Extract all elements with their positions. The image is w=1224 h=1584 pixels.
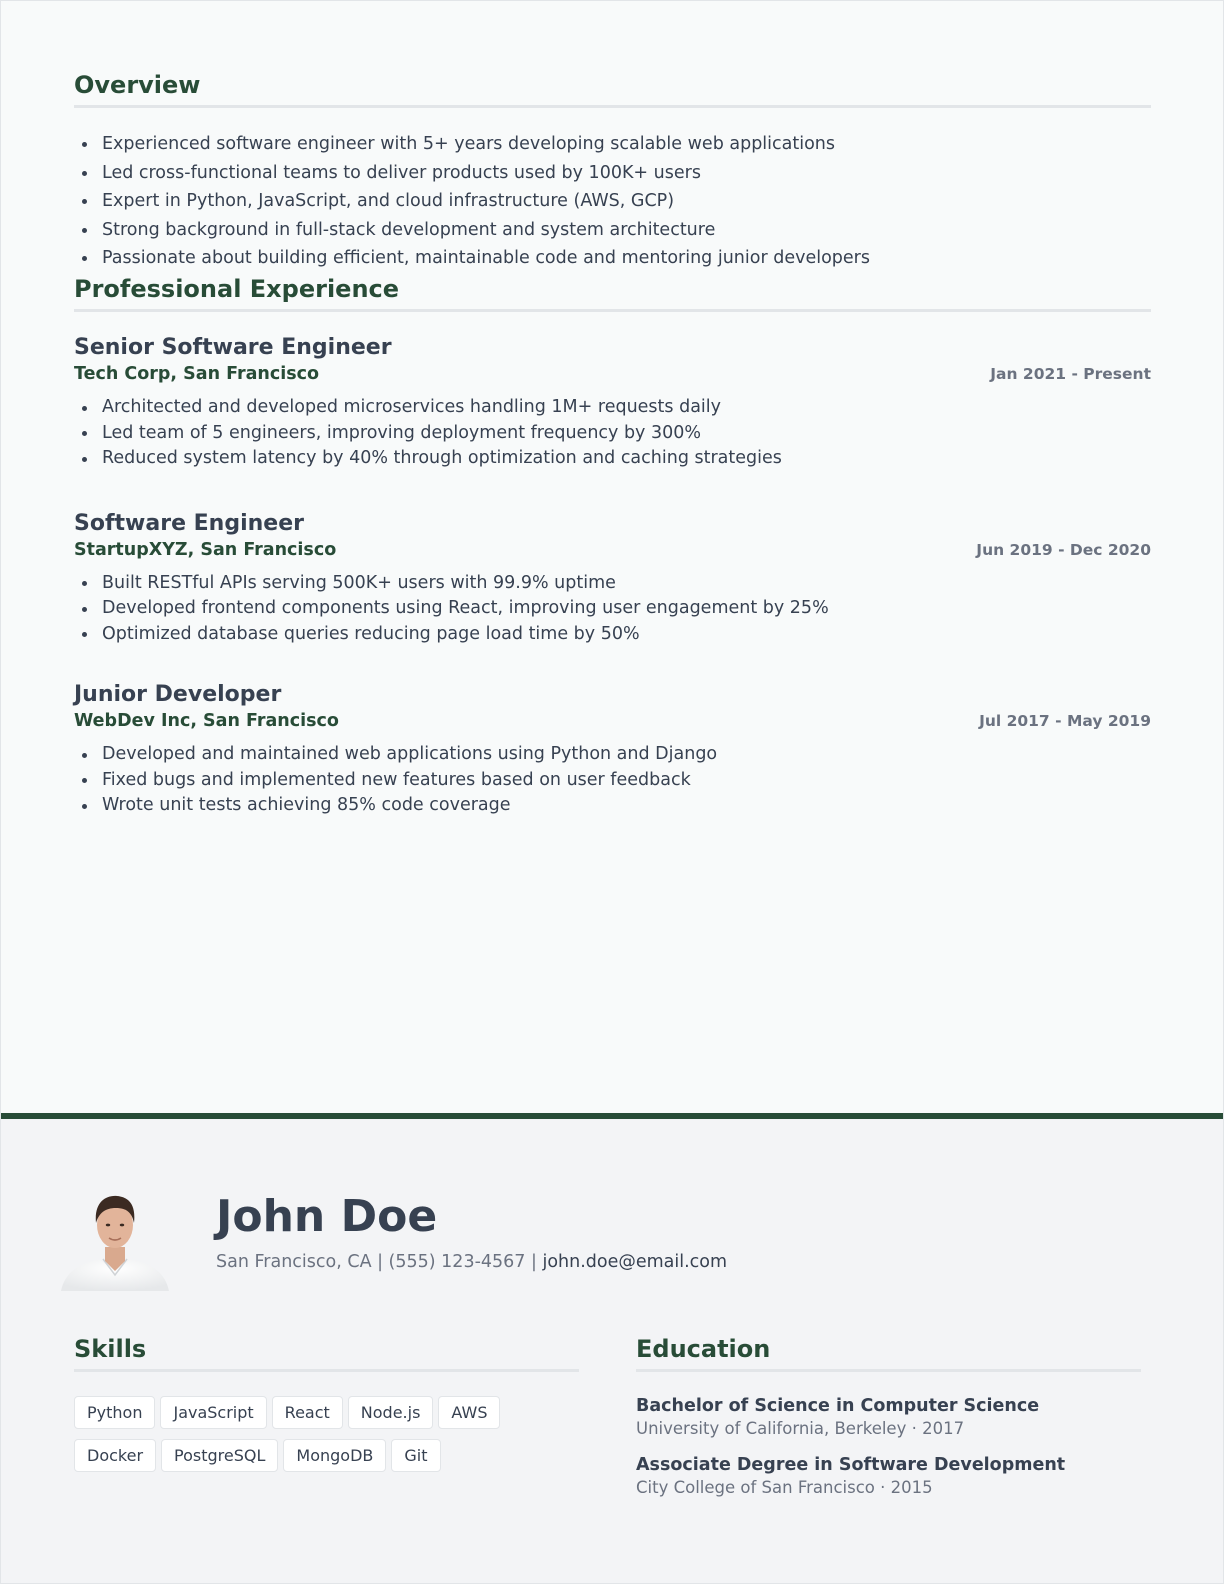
email-link[interactable]: john.doe@email.com bbox=[542, 1252, 728, 1272]
education-heading: Education bbox=[636, 1335, 1141, 1372]
overview-item: Led cross-functional teams to deliver products used by 100K+ users bbox=[102, 159, 1151, 188]
overview-section bbox=[74, 71, 1151, 273]
education-school: University of California, Berkeley · 2017 bbox=[636, 1419, 965, 1438]
job-meta bbox=[74, 538, 1151, 562]
overview-item: Strong background in full-stack development and system architecture bbox=[102, 216, 1151, 245]
education-degree: Associate Degree in Software Development bbox=[636, 1455, 1066, 1475]
job-title: Software Engineer bbox=[74, 510, 304, 536]
skill-chip: Git bbox=[391, 1439, 440, 1472]
job-meta bbox=[74, 362, 1151, 386]
job-entry bbox=[74, 334, 1151, 472]
experience-heading: Professional Experience bbox=[74, 275, 1151, 312]
job-company: WebDev Inc, San Francisco bbox=[74, 711, 339, 731]
education-section bbox=[636, 1335, 1141, 1499]
job-bullet: Reduced system latency by 40% through optimization and caching strategies bbox=[102, 446, 1151, 472]
skill-chip: React bbox=[272, 1396, 343, 1429]
education-degree: Bachelor of Science in Computer Science bbox=[636, 1396, 1040, 1416]
skill-chip: JavaScript bbox=[160, 1396, 266, 1429]
skill-chip: Node.js bbox=[348, 1396, 434, 1429]
job-bullet: Fixed bugs and implemented new features based on user feedback bbox=[102, 768, 1151, 794]
experience-section bbox=[74, 275, 1151, 819]
job-bullets bbox=[74, 395, 1151, 472]
job-bullet: Architected and developed microservices handling 1M+ requests daily bbox=[102, 395, 1151, 421]
job-entry bbox=[74, 510, 1151, 648]
job-title: Junior Developer bbox=[74, 682, 282, 707]
job-bullet: Built RESTful APIs serving 500K+ users with 99.9% uptime bbox=[102, 571, 1151, 597]
skill-chip: Docker bbox=[74, 1439, 156, 1472]
skill-chip: Python bbox=[74, 1396, 155, 1429]
job-bullet: Developed and maintained web applications using Python and Django bbox=[102, 742, 1151, 768]
overview-heading: Overview bbox=[74, 71, 1151, 108]
job-bullets bbox=[74, 571, 1151, 648]
education-school: City College of San Francisco · 2015 bbox=[636, 1478, 933, 1497]
skills-list bbox=[74, 1396, 579, 1482]
job-title: Senior Software Engineer bbox=[74, 335, 392, 360]
candidate-name: John Doe bbox=[216, 1191, 438, 1242]
job-company: Tech Corp, San Francisco bbox=[74, 364, 320, 384]
job-dates: Jan 2021 - Present bbox=[990, 365, 1151, 383]
skill-chip: PostgreSQL bbox=[161, 1439, 278, 1472]
job-bullet: Optimized database queries reducing page load time by 50% bbox=[102, 622, 1151, 648]
skills-heading: Skills bbox=[74, 1335, 579, 1372]
skill-chip: MongoDB bbox=[283, 1439, 386, 1472]
overview-item: Experienced software engineer with 5+ years developing scalable web applications bbox=[102, 130, 1151, 159]
job-bullet: Developed frontend components using React, improving user engagement by 25% bbox=[102, 596, 1151, 622]
avatar bbox=[59, 1189, 171, 1291]
resume-footer-section bbox=[1, 1119, 1223, 1583]
job-dates: Jun 2019 - Dec 2020 bbox=[976, 540, 1151, 559]
job-entry bbox=[74, 681, 1151, 819]
job-company: StartupXYZ, San Francisco bbox=[74, 539, 337, 560]
resume-main-section bbox=[1, 1, 1223, 1125]
skills-section bbox=[74, 1335, 579, 1482]
contact-info bbox=[216, 1250, 727, 1274]
overview-item: Expert in Python, JavaScript, and cloud infrastructure (AWS, GCP) bbox=[102, 187, 1151, 216]
job-dates: Jul 2017 - May 2019 bbox=[979, 712, 1151, 730]
overview-list bbox=[74, 130, 1151, 273]
job-bullet: Led team of 5 engineers, improving deployment frequency by 300% bbox=[102, 421, 1151, 447]
skill-chip: AWS bbox=[438, 1396, 500, 1429]
job-bullet: Wrote unit tests achieving 85% code coverage bbox=[102, 793, 1151, 819]
location-phone: San Francisco, CA | (555) 123-4567 | bbox=[216, 1252, 543, 1272]
education-item bbox=[636, 1394, 1141, 1440]
job-bullets bbox=[74, 742, 1151, 819]
education-item bbox=[636, 1453, 1141, 1499]
job-meta bbox=[74, 709, 1151, 733]
overview-item: Passionate about building efficient, maintainable code and mentoring junior developers bbox=[102, 244, 1151, 273]
